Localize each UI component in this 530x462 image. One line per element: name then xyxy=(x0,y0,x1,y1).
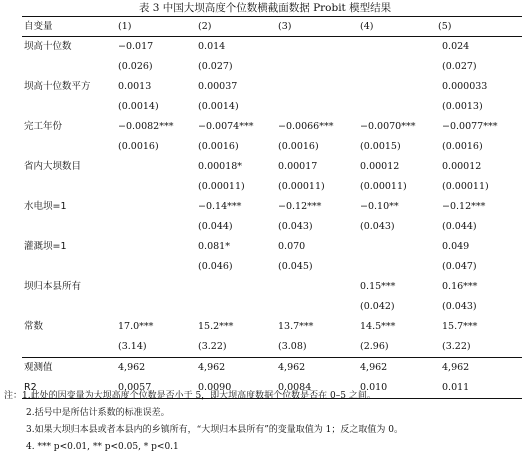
row-label: 坝高十位数平方 xyxy=(24,81,91,92)
se-cell xyxy=(118,257,198,277)
se-cell xyxy=(360,257,438,277)
stat-cell: 0.0057 xyxy=(118,378,198,399)
se-cell xyxy=(118,217,198,237)
coef-cell xyxy=(118,197,198,217)
se-cell: (0.027) xyxy=(442,61,477,72)
se-cell: (0.00011) xyxy=(278,181,325,192)
header-variable: 自变量 xyxy=(22,17,118,37)
coef-cell: −0.0082*** xyxy=(118,121,174,132)
coef-cell xyxy=(278,77,360,97)
row-label: 省内大坝数目 xyxy=(24,161,82,172)
coef-cell: −0.0066*** xyxy=(278,121,334,132)
table-row xyxy=(22,117,522,137)
coef-cell: −0.12*** xyxy=(442,201,486,212)
row-label-empty xyxy=(22,57,118,77)
coef-cell: 0.00012 xyxy=(442,161,482,172)
header-col-1: (1) xyxy=(118,17,198,37)
row-label: 完工年份 xyxy=(24,121,63,132)
row-label: 坝归本县所有 xyxy=(24,281,82,292)
coef-cell: 0.00037 xyxy=(198,81,238,92)
coef-cell: 13.7*** xyxy=(278,321,314,332)
coef-cell: −0.0070*** xyxy=(360,121,416,132)
coef-cell: 0.00018* xyxy=(198,161,243,172)
se-cell: (0.042) xyxy=(360,301,395,312)
row-label-empty xyxy=(22,97,118,117)
header-row xyxy=(22,17,522,37)
se-cell: (0.00011) xyxy=(198,181,245,192)
se-cell: (0.045) xyxy=(278,261,313,272)
table-row-se xyxy=(22,177,522,197)
table-row xyxy=(22,317,522,337)
coef-cell: −0.017 xyxy=(118,41,154,52)
se-cell: (0.0016) xyxy=(198,141,239,152)
table-row-se xyxy=(22,337,522,358)
se-cell: (0.0015) xyxy=(360,141,401,152)
coef-cell: 14.5*** xyxy=(360,321,396,332)
table-row-se xyxy=(22,297,522,317)
se-cell: (0.0016) xyxy=(442,141,483,152)
se-cell: (0.046) xyxy=(198,261,233,272)
coef-cell: 0.16*** xyxy=(442,281,478,292)
table-row xyxy=(22,157,522,177)
coef-cell: −0.10** xyxy=(360,201,399,212)
se-cell: (0.00011) xyxy=(360,181,407,192)
coef-cell: 0.024 xyxy=(442,41,470,52)
stat-cell: 0.0090 xyxy=(198,378,278,399)
se-cell: (2.96) xyxy=(360,341,389,352)
stat-cell: 4,962 xyxy=(360,358,438,379)
note-4: 4. *** p<0.01, ** p<0.05, * p<0.1 xyxy=(26,442,179,452)
se-cell: (0.027) xyxy=(198,61,233,72)
se-cell: (0.0016) xyxy=(278,141,319,152)
table-row xyxy=(22,197,522,217)
row-label: 观测值 xyxy=(22,358,118,379)
coef-cell: 0.081* xyxy=(198,241,230,252)
coef-cell: −0.14*** xyxy=(198,201,242,212)
stat-cell: 0.010 xyxy=(360,378,438,399)
se-cell xyxy=(118,177,198,197)
row-label: 灌溉坝=1 xyxy=(24,241,67,252)
se-cell xyxy=(198,297,278,317)
se-cell: (0.043) xyxy=(278,221,313,232)
coef-cell: 0.00012 xyxy=(360,161,400,172)
stat-cell: 4,962 xyxy=(118,358,198,379)
row-label-empty xyxy=(22,137,118,157)
coef-cell: 0.0013 xyxy=(118,81,152,92)
se-cell: (0.047) xyxy=(442,261,477,272)
stat-cell: 4,962 xyxy=(278,358,360,379)
stat-cell: 0.011 xyxy=(438,378,522,399)
stats-row-observations xyxy=(22,358,522,379)
table-row xyxy=(22,237,522,257)
coef-cell: 0.014 xyxy=(198,41,226,52)
se-cell: (0.0014) xyxy=(198,101,239,112)
se-cell: (3.22) xyxy=(442,341,471,352)
se-cell: (0.0014) xyxy=(118,101,159,112)
row-label-empty xyxy=(22,217,118,237)
coef-cell: 0.15*** xyxy=(360,281,396,292)
header-col-5: (5) xyxy=(438,17,522,37)
stat-cell: 0.0084 xyxy=(278,378,360,399)
coef-cell: 15.7*** xyxy=(442,321,478,332)
coef-cell xyxy=(278,37,360,58)
header-col-4: (4) xyxy=(360,17,438,37)
table-row xyxy=(22,77,522,97)
se-cell xyxy=(360,57,438,77)
coef-cell: 0.070 xyxy=(278,241,306,252)
se-cell xyxy=(278,297,360,317)
table-title: 表 3 中国大坝高度个位数横截面数据 Probit 模型结果 xyxy=(138,2,392,14)
header-col-3: (3) xyxy=(278,17,360,37)
table-row-se xyxy=(22,217,522,237)
row-label: 水电坝=1 xyxy=(24,201,67,212)
coef-cell xyxy=(118,157,198,177)
se-cell: (3.08) xyxy=(278,341,307,352)
table-row xyxy=(22,37,522,58)
se-cell: (0.043) xyxy=(360,221,395,232)
coef-cell: 0.000033 xyxy=(442,81,488,92)
coef-cell xyxy=(360,237,438,257)
coef-cell xyxy=(360,77,438,97)
se-cell xyxy=(118,297,198,317)
coef-cell xyxy=(198,277,278,297)
coef-cell xyxy=(118,277,198,297)
table-row-se xyxy=(22,137,522,157)
table-row-se xyxy=(22,257,522,277)
coef-cell: 0.049 xyxy=(442,241,470,252)
row-label: 常数 xyxy=(24,321,44,332)
table-row xyxy=(22,277,522,297)
coef-cell: −0.0074*** xyxy=(198,121,254,132)
se-cell: (3.22) xyxy=(198,341,227,352)
se-cell: (0.0013) xyxy=(442,101,483,112)
table-notes xyxy=(4,388,524,456)
row-label-empty xyxy=(22,177,118,197)
coef-cell: 0.00017 xyxy=(278,161,318,172)
table-body xyxy=(22,37,522,399)
results-table xyxy=(22,16,522,399)
coef-cell: 17.0*** xyxy=(118,321,154,332)
row-label-empty xyxy=(22,257,118,277)
se-cell: (0.00011) xyxy=(442,181,489,192)
stat-cell: 4,962 xyxy=(438,358,522,379)
header-col-2: (2) xyxy=(198,17,278,37)
se-cell: (3.14) xyxy=(118,341,147,352)
se-cell xyxy=(278,57,360,77)
row-label: R2 xyxy=(22,378,118,399)
coef-cell xyxy=(360,37,438,58)
row-label-empty xyxy=(22,337,118,358)
note-3: 3.如果大坝归本县或者本县内的乡镇所有，“大坝归本县所有”的变量取值为 1；反之取值为 0。 xyxy=(26,425,403,435)
note-1: 注：1.此处的因变量为大坝高度个位数是否小于 5，即大坝高度数据个位数是否在 0–5 之间。 xyxy=(4,391,376,401)
coef-cell: −0.12*** xyxy=(278,201,322,212)
se-cell xyxy=(278,97,360,117)
se-cell xyxy=(360,97,438,117)
table-row-se xyxy=(22,57,522,77)
se-cell: (0.043) xyxy=(442,301,477,312)
coef-cell xyxy=(278,277,360,297)
se-cell: (0.0016) xyxy=(118,141,159,152)
coef-cell: 15.2*** xyxy=(198,321,234,332)
se-cell: (0.026) xyxy=(118,61,153,72)
note-2: 2.括号中是所估计系数的标准误差。 xyxy=(26,408,170,418)
row-label: 坝高十位数 xyxy=(24,41,72,52)
coef-cell xyxy=(118,237,198,257)
stat-cell: 4,962 xyxy=(198,358,278,379)
row-label-empty xyxy=(22,297,118,317)
coef-cell: −0.0077*** xyxy=(442,121,498,132)
se-cell: (0.044) xyxy=(198,221,233,232)
table-row-se xyxy=(22,97,522,117)
se-cell: (0.044) xyxy=(442,221,477,232)
